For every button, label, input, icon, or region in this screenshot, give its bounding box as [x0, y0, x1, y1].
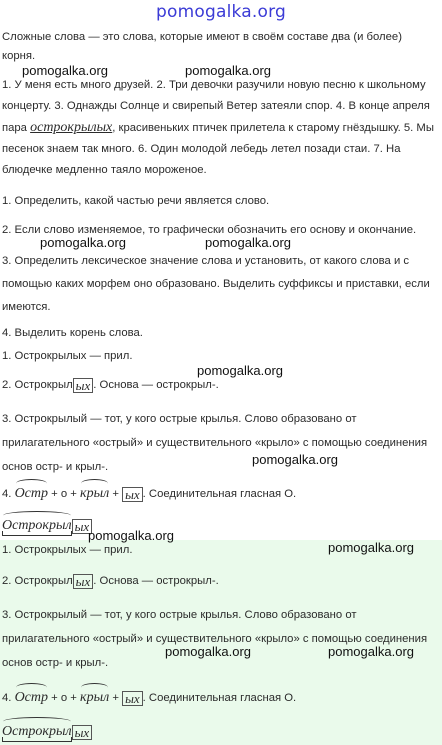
ending-box: ых [72, 725, 93, 740]
answer-1-repeat: 1. Острокрылых — прил. [2, 544, 133, 556]
base-underline: Острокрыл [2, 518, 72, 533]
watermark: pomogalka.org [328, 644, 414, 659]
watermark: pomogalka.org [22, 63, 108, 78]
root-arc-1: Остр [14, 690, 48, 705]
word-analysis [2, 516, 436, 536]
watermark: pomogalka.org [88, 528, 174, 543]
ending-box: ых [73, 378, 94, 393]
ending-box: ых [122, 487, 143, 502]
ending-box: ых [73, 574, 94, 589]
watermark: pomogalka.org [165, 644, 251, 659]
answer-4: 4. Остр + о + крыл + ых . Соединительная гласная О. [2, 486, 297, 502]
root-arc-1: Остр [14, 486, 48, 501]
watermark: pomogalka.org [252, 452, 338, 467]
watermark: pomogalka.org [197, 363, 283, 378]
word-острокрылых: острокрылых [30, 120, 113, 135]
answer-2-repeat: 2. Острокрыл ых . Основа — острокрыл-. [2, 573, 219, 589]
watermark: pomogalka.org [205, 235, 291, 250]
watermark: pomogalka.org [40, 235, 126, 250]
task-1: 1. Определить, какой частью речи является слово. [2, 195, 270, 207]
answer-1: 1. Острокрылых — прил. [2, 350, 133, 362]
answer-3: 3. Острокрылый — тот, у кого острые крылья. Слово образовано от прилагательного «острый» и существительного «крыло» с помощью соединения основ остр- и крыл-. [2, 413, 428, 473]
root-arc-2: крыл [80, 486, 110, 501]
watermark: pomogalka.org [185, 63, 271, 78]
intro-text: Сложные слова — это слова, которые имеют в своём составе два (и более) корня. [2, 31, 402, 62]
root-arc-2: крыл [80, 690, 110, 705]
base-underline: Острокрыл [2, 724, 72, 739]
watermark: pomogalka.org [328, 540, 414, 555]
site-logo: pomogalka.org [156, 2, 286, 22]
word-analysis-repeat [2, 722, 436, 742]
task-4: 4. Выделить корень слова. [2, 327, 143, 339]
sentences-text: 1. У меня есть много друзей. 2. Три девочки разучили новую песню к школьному концерту. 3. Однажды Солнце и свирепый Ветер затеяли спор. 4. В конце апреля пара острокрылых, красивеньких птичек прилетела к старому гнёздышку. 5. Мы песенок знаем так много. 6. Один молодой лебедь летел позади стаи. 7. На блюдечке медленно таяло мороженое. [2, 79, 434, 176]
task-2: 2. Если слово изменяемое, то графически обозначить его основу и окончание. [2, 224, 417, 236]
answer-2: 2. Острокрыл ых . Основа — острокрыл-. [2, 377, 219, 393]
ending-box: ых [122, 691, 143, 706]
answer-3-repeat: 3. Острокрылый — тот, у кого острые крылья. Слово образовано от прилагательного «острый» и существительного «крыло» с помощью соединения основ остр- и крыл-. [2, 609, 428, 669]
ending-box: ых [72, 519, 93, 534]
answer-4-repeat: 4. Остр + о + крыл + ых . Соединительная гласная О. [2, 690, 297, 706]
task-3: 3. Определить лексическое значение слова и установить, от какого слова и с помощью каких морфем оно образовано. Выделить суффиксы и приставки, если имеются. [2, 255, 430, 313]
